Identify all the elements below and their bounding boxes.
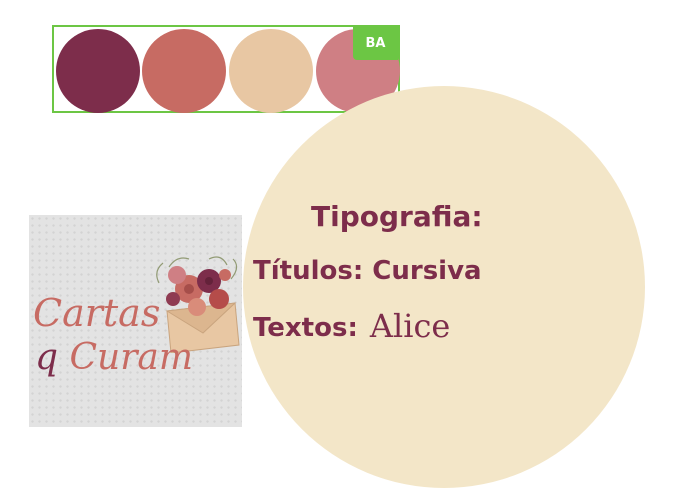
- logo-curam-word: Curam: [58, 337, 194, 378]
- swatch-plum[interactable]: [56, 29, 140, 113]
- brand-logo: [29, 215, 242, 427]
- logo-line-cartas: Cartas: [33, 291, 161, 335]
- swatch-beige[interactable]: [229, 29, 313, 113]
- typography-circle: [243, 86, 645, 488]
- typography-heading: Tipografia:: [311, 200, 483, 233]
- logo-line-q-curam-text: [35, 337, 193, 378]
- selection-badge: BA: [353, 27, 398, 60]
- color-palette[interactable]: [52, 25, 400, 113]
- titles-label: Títulos:: [253, 256, 364, 286]
- titles-font-name: Cursiva: [372, 256, 482, 286]
- swatch-terracotta-rose[interactable]: [142, 29, 226, 113]
- titles-font-line: [253, 256, 482, 286]
- logo-q-letter: q: [35, 337, 59, 378]
- texts-font-name: Alice: [369, 307, 451, 345]
- texts-font-line: [253, 306, 450, 344]
- logo-line-q-curam: [35, 337, 193, 378]
- texts-label: Textos:: [253, 313, 358, 343]
